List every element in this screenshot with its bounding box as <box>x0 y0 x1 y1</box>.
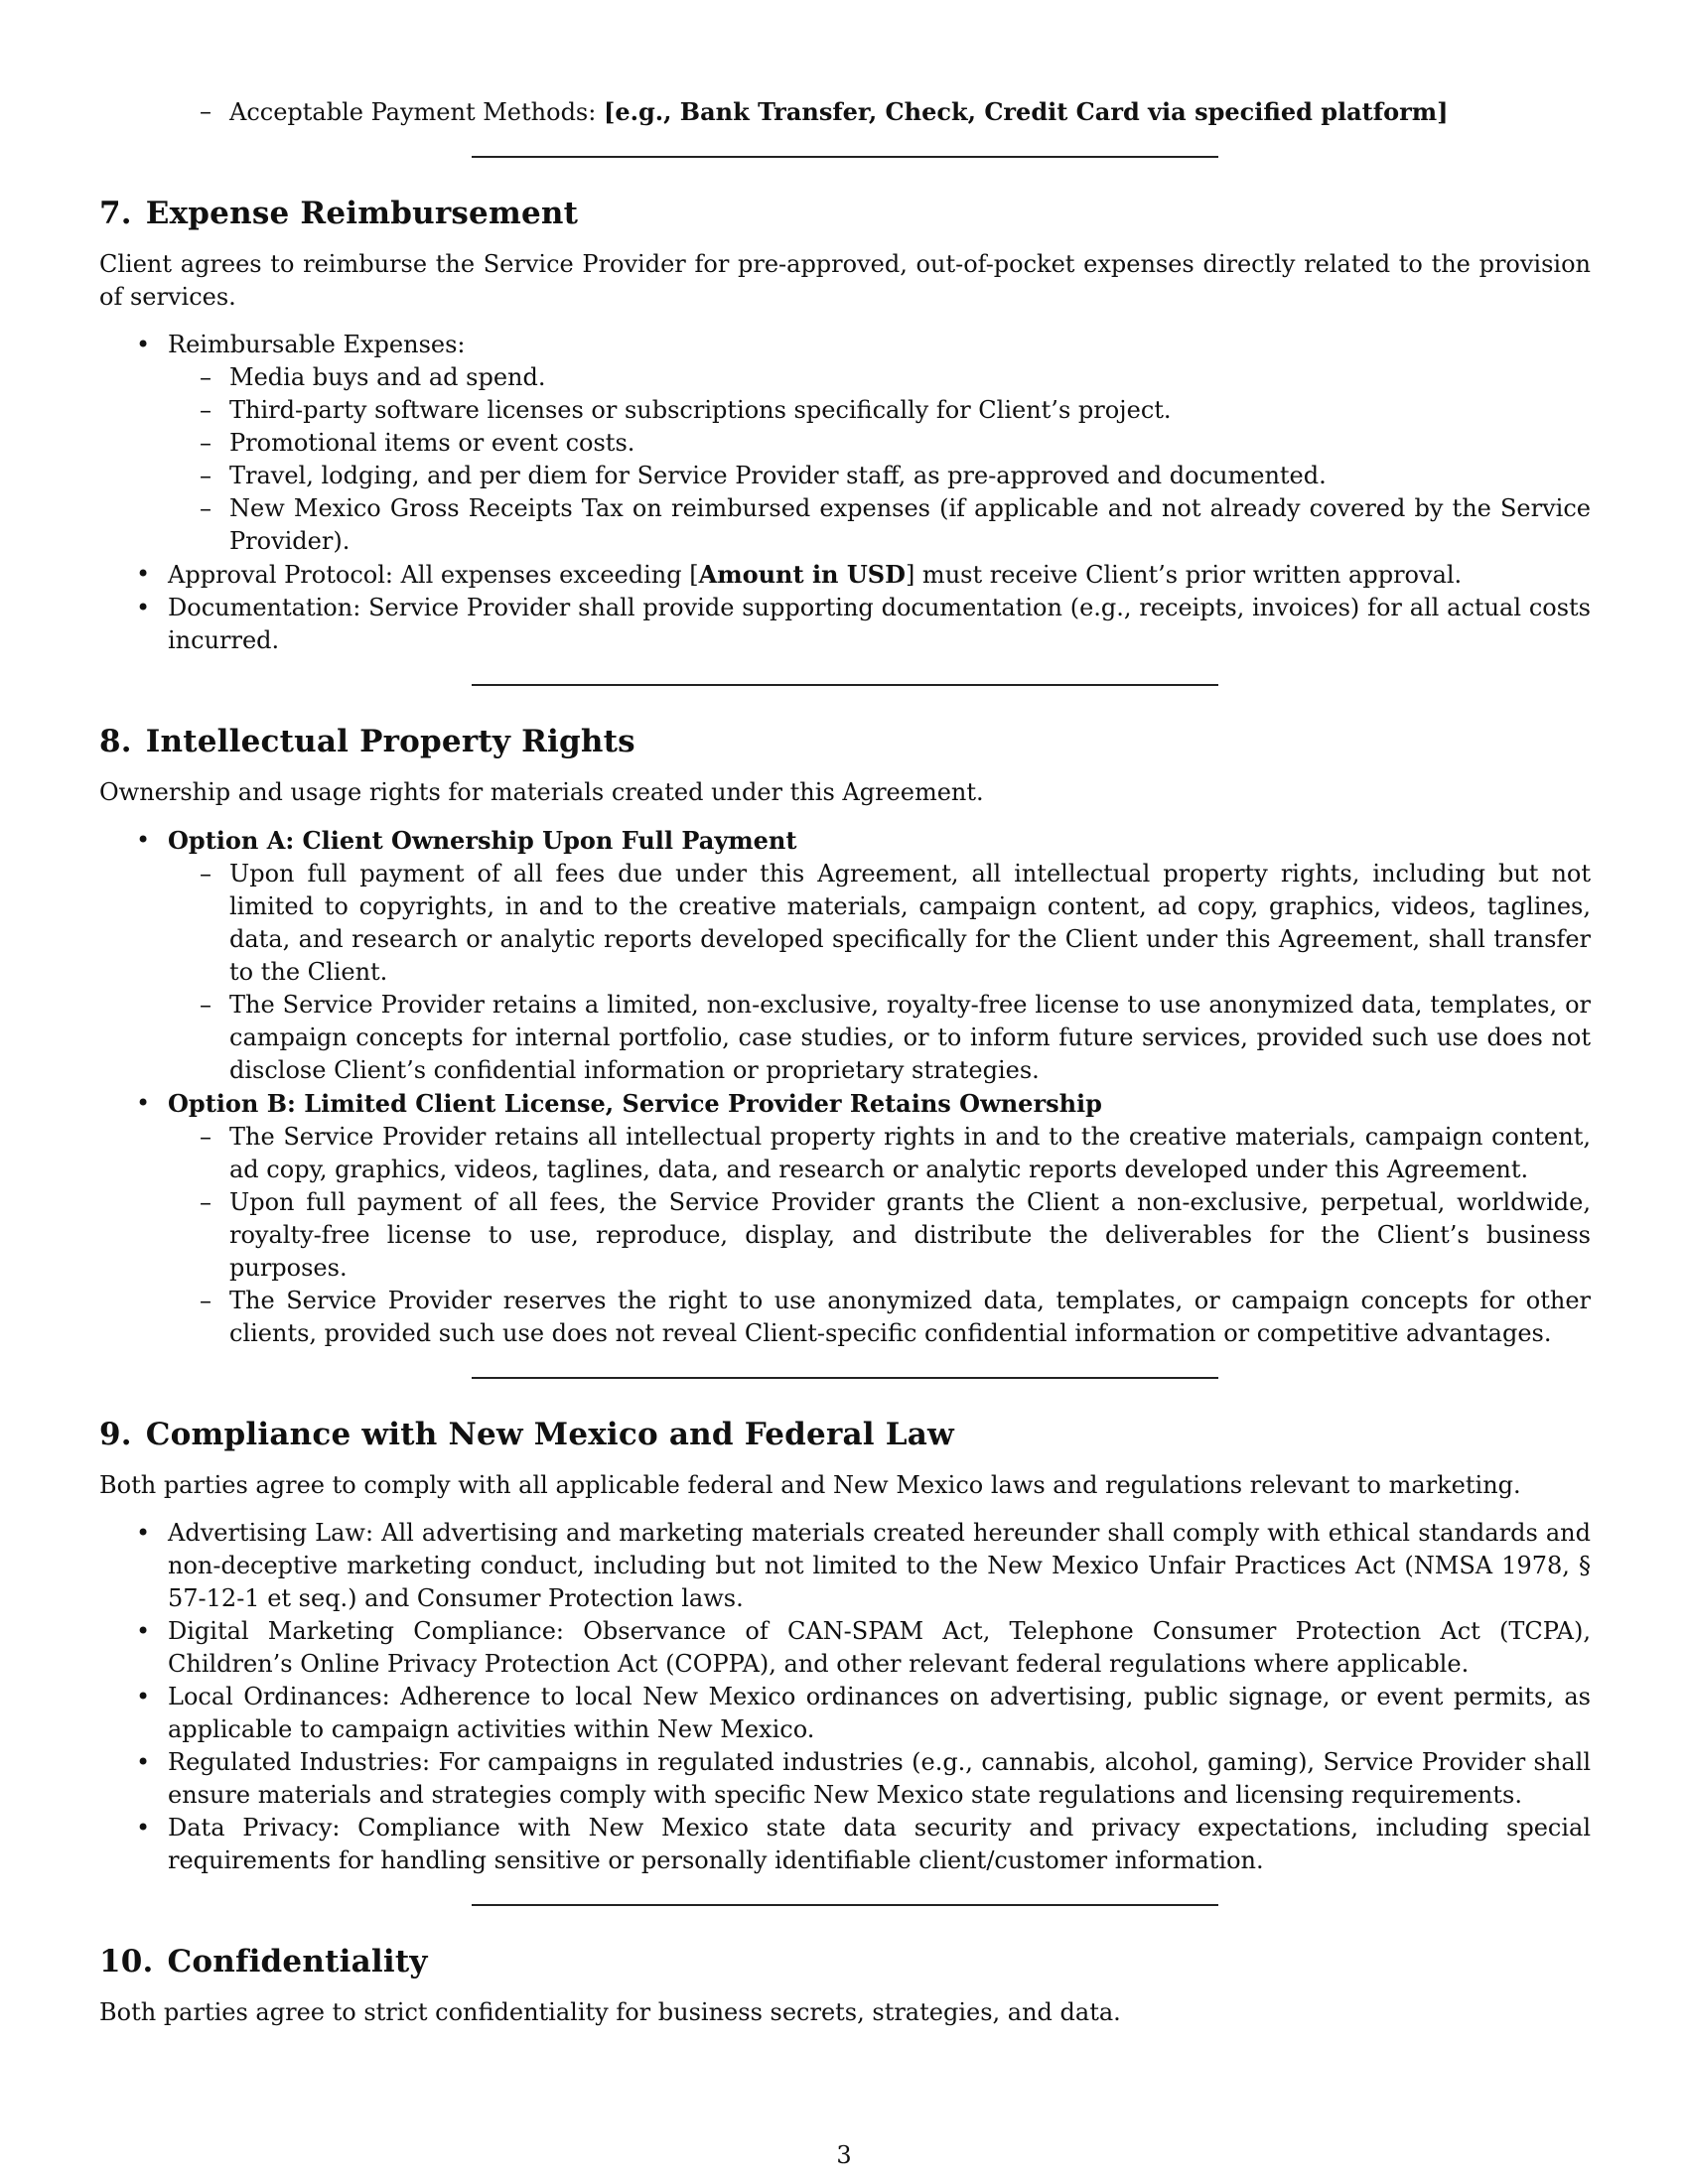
list-item <box>99 329 1591 558</box>
payment-methods-value: [e.g., Bank Transfer, Check, Credit Card via specified platform] <box>603 97 1449 126</box>
section-divider <box>472 1904 1218 1906</box>
reimbursable-expenses-label: Reimbursable Expenses: <box>168 331 466 358</box>
list-item: • Digital Marketing Compliance: Observance of CAN-SPAM Act, Telephone Consumer Protection Act (TCPA), Children’s Online Privacy Protection Act (COPPA), and other relevant federal regulations where applicable. <box>99 1615 1591 1681</box>
section-7-list <box>99 329 1591 657</box>
section-number: 10. <box>99 1944 154 1979</box>
approval-text-end: ] must receive Client’s prior written approval. <box>905 561 1463 589</box>
section-heading-9 <box>99 1415 1591 1454</box>
document-page <box>99 95 1591 2029</box>
option-a-title: Option A: Client Ownership Upon Full Payment <box>168 826 797 855</box>
section-9-intro: Both parties agree to comply with all applicable federal and New Mexico laws and regulations relevant to marketing. <box>99 1471 1521 1499</box>
section-title: Confidentiality <box>167 1944 428 1979</box>
section-number: 7. <box>99 196 132 231</box>
reimbursable-expenses-list <box>99 361 1591 558</box>
section-number: 9. <box>99 1417 132 1452</box>
section-8-intro: Ownership and usage rights for materials created under this Agreement. <box>99 778 984 806</box>
section-10-intro: Both parties agree to strict confidentiality for business secrets, strategies, and data. <box>99 1998 1121 2026</box>
list-item: – Media buys and ad spend. <box>168 361 1591 394</box>
list-item: • Regulated Industries: For campaigns in regulated industries (e.g., cannabis, alcohol, gaming), Service Provider shall ensure materials and strategies comply with specific New Mexico state regulations and licensing requirements. <box>99 1746 1591 1812</box>
section-9-list <box>99 1517 1591 1877</box>
list-item <box>99 1087 1591 1350</box>
list-item: – The Service Provider retains all intellectual property rights in and to the creative materials, campaign content, ad copy, graphics, videos, taglines, data, and research or analytic reports developed under this Agreement. <box>168 1121 1591 1186</box>
list-item: • Local Ordinances: Adherence to local New Mexico ordinances on advertising, public signage, or event permits, as applicable to campaign activities within New Mexico. <box>99 1681 1591 1746</box>
section-title: Intellectual Property Rights <box>145 724 635 759</box>
list-item <box>99 558 1591 592</box>
section-8-list <box>99 824 1591 1350</box>
option-b-title: Option B: Limited Client License, Service Provider Retains Ownership <box>168 1089 1102 1118</box>
payment-methods-label: Acceptable Payment Methods: <box>229 98 597 126</box>
approval-amount-placeholder: Amount in USD <box>698 560 906 589</box>
page-number: 3 <box>836 2141 852 2169</box>
list-item: – New Mexico Gross Receipts Tax on reimbursed expenses (if applicable and not already covered by the Service Provider). <box>168 492 1591 558</box>
list-item: – Travel, lodging, and per diem for Service Provider staff, as pre-approved and documented. <box>168 460 1591 492</box>
option-a-list <box>99 858 1591 1087</box>
list-item: – Upon full payment of all fees, the Service Provider grants the Client a non-exclusive, perpetual, worldwide, royalty-free license to use, reproduce, display, and distribute the deliverables for the Client’s business purposes. <box>168 1186 1591 1285</box>
list-item <box>168 95 1591 129</box>
list-item: – The Service Provider retains a limited, non-exclusive, royalty-free license to use anonymized data, templates, or campaign concepts for internal portfolio, case studies, or to inform future services, provided such use does not disclose Client’s confidential information or proprietary strategies. <box>168 989 1591 1087</box>
option-b-list <box>99 1121 1591 1350</box>
payment-methods-list <box>168 95 1591 129</box>
section-divider <box>472 684 1218 686</box>
section-heading-10 <box>99 1942 1591 1981</box>
section-divider <box>472 1377 1218 1379</box>
list-item: • Documentation: Service Provider shall provide supporting documentation (e.g., receipts, invoices) for all actual costs incurred. <box>99 592 1591 657</box>
list-item: • Advertising Law: All advertising and marketing materials created hereunder shall comply with ethical standards and non-deceptive marketing conduct, including but not limited to the New Mexico Unfair Practices Act (NMSA 1978, § 57-12-1 et seq.) and Consumer Protection laws. <box>99 1517 1591 1615</box>
section-heading-7 <box>99 194 1591 233</box>
section-title: Compliance with New Mexico and Federal Law <box>145 1417 954 1452</box>
list-item: • Data Privacy: Compliance with New Mexico state data security and privacy expectations, including special requirements for handling sensitive or personally identifiable client/customer information. <box>99 1812 1591 1877</box>
list-item: – The Service Provider reserves the right to use anonymized data, templates, or campaign concepts for other clients, provided such use does not reveal Client-specific confidential information or competitive advantages. <box>168 1285 1591 1350</box>
list-item: – Third-party software licenses or subscriptions specifically for Client’s project. <box>168 394 1591 427</box>
section-divider <box>472 156 1218 158</box>
list-item <box>99 824 1591 1087</box>
section-number: 8. <box>99 724 132 759</box>
section-7-intro: Client agrees to reimburse the Service Provider for pre-approved, out-of-pocket expenses directly related to the provision of services. <box>99 250 1591 311</box>
list-item: – Upon full payment of all fees due under this Agreement, all intellectual property rights, including but not limited to copyrights, in and to the creative materials, campaign content, ad copy, graphics, videos, taglines, data, and research or analytic reports developed specifically for the Client under this Agreement, shall transfer to the Client. <box>168 858 1591 989</box>
section-heading-8 <box>99 722 1591 761</box>
section-title: Expense Reimbursement <box>145 196 579 231</box>
approval-text: Approval Protocol: All expenses exceeding [ <box>168 561 699 589</box>
list-item: – Promotional items or event costs. <box>168 427 1591 460</box>
